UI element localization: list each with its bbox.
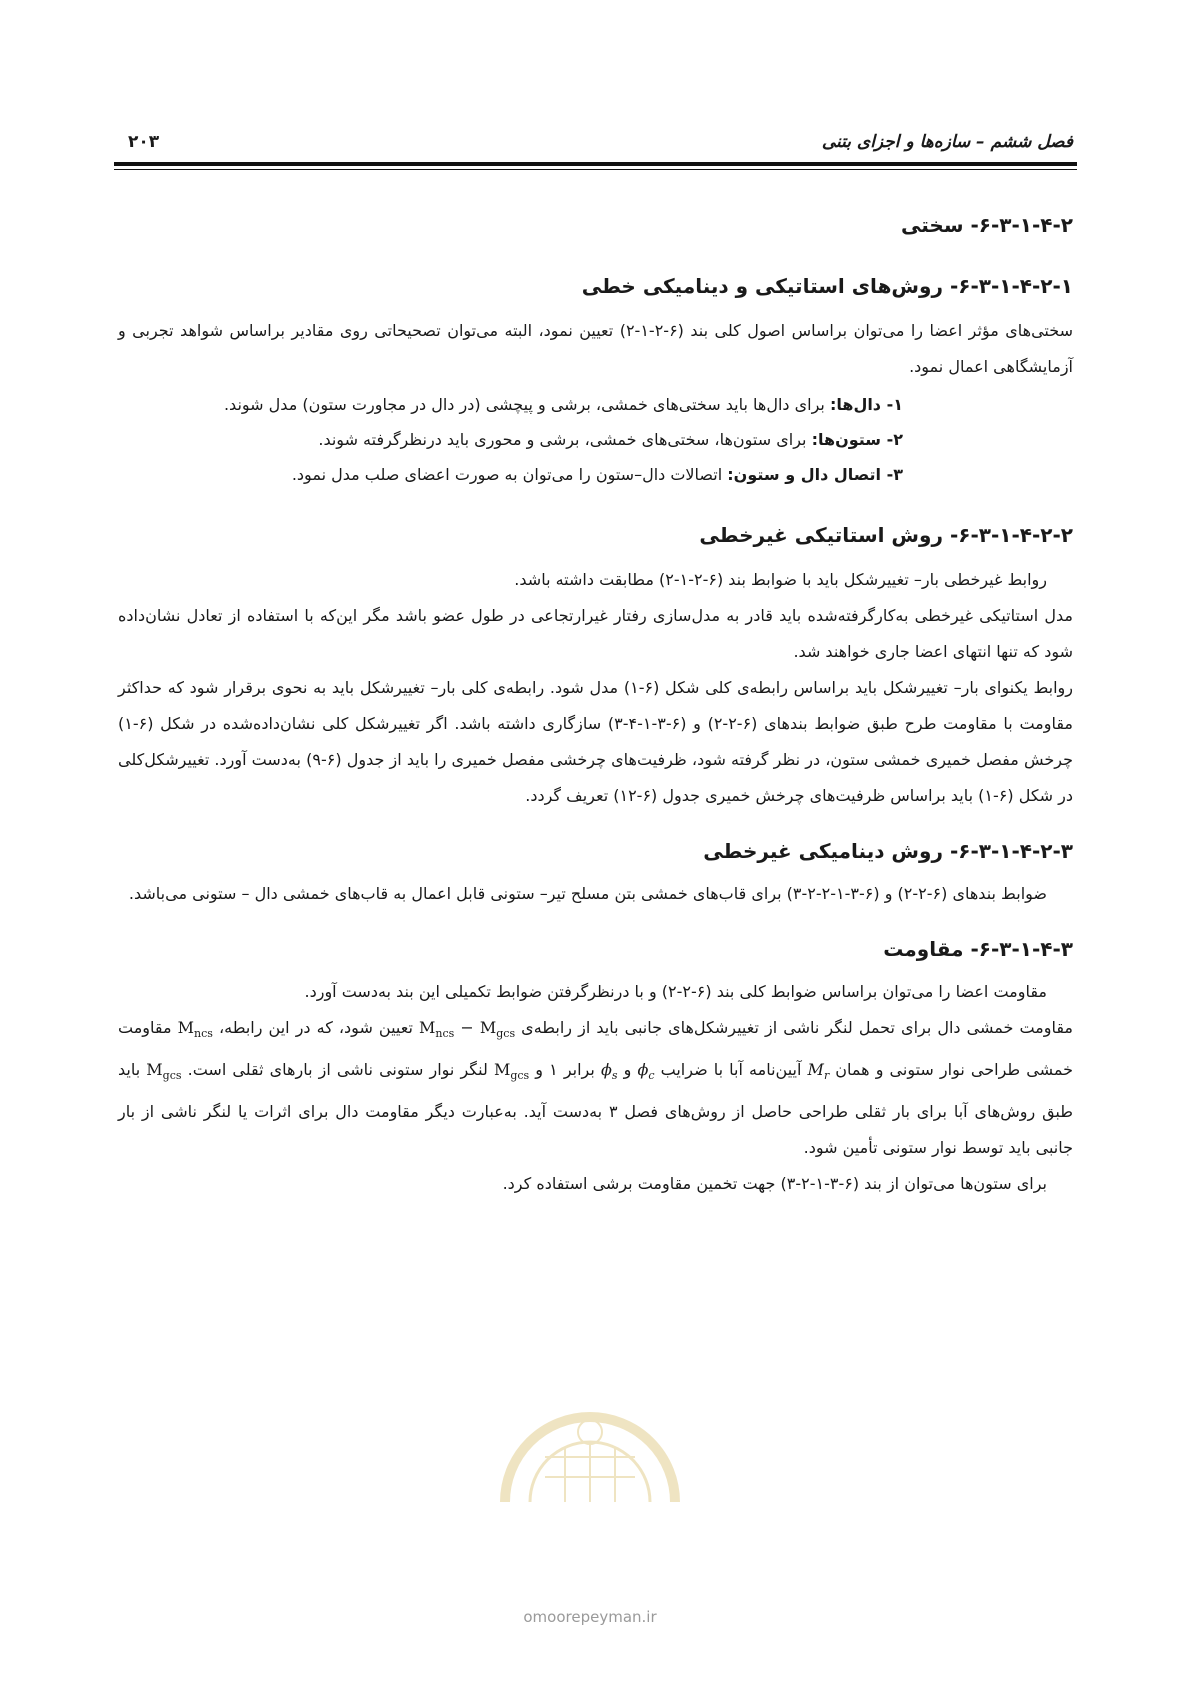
paragraph: سختی‌های مؤثر اعضا را می‌توان براساس اصول کلی بند (۶-۲-۱-۲) تعیین نمود، البته می‌توان تصحیحاتی روی مقادیر براساس شواهد تجربی و آزمایشگاهی اعمال نمود. <box>118 321 1073 376</box>
paragraph: ضوابط بندهای (۶-۲-۲) و (۶-۳-۱-۲-۲-۳) برای قاب‌های خمشی بتن مسلح تیر– ستونی قابل اعمال به قاب‌های خمشی دال – ستونی می‌باشد. <box>128 884 1047 903</box>
watermark-seal-icon <box>485 1352 695 1512</box>
list-item-label: ۱- دال‌ها: <box>829 395 903 414</box>
paragraph: روابط غیرخطی بار– تغییرشکل باید با ضوابط بند (۶-۲-۱-۲) مطابقت داشته باشد. <box>514 570 1047 589</box>
math-subscript: ncs <box>194 1027 213 1041</box>
text-run: باید طبق روش‌های آبا برای بار ثقلی طراحی حاصل از روش‌های فصل ۳ به‌دست آید. به‌عبارت دیگر مقاومت دال برای اثرات یا لنگر ناشی از بار جانبی باید توسط نوار ستونی تأمین شود. <box>118 1060 1073 1158</box>
paragraph: برای ستون‌ها می‌توان از بند (۶-۳-۱-۲-۳) جهت تخمین مقاومت برشی استفاده کرد. <box>502 1174 1047 1194</box>
math-symbol: ϕ <box>637 1060 649 1080</box>
list-item-label: ۲- ستون‌ها: <box>811 430 903 449</box>
text-run: برابر ۱ و <box>529 1060 601 1080</box>
math-subscript: s <box>611 1069 618 1083</box>
list-item <box>118 387 1073 422</box>
math-subscript: gcs <box>496 1027 516 1041</box>
watermark-site: omoorepeyman.ir <box>523 1608 657 1626</box>
formula-mncs <box>177 1018 213 1041</box>
paragraph-with-formula <box>118 1010 1073 1166</box>
math-subscript: ncs <box>435 1027 455 1041</box>
paragraph: روابط یکنوای بار– تغییرشکل باید براساس رابطه‌ی کلی شکل (۶-۱) مدل شود. رابطه‌ی کلی بار– تغییرشکل باید به نحوی برقرار شود که حداکثر مقاومت با مقاومت طرح طبق ضوابط بندهای (۶-۲-۲) و (۶-۳-۱-۴-۳) سازگاری داشته باشد. اگر تغییرشکل کلی نشان‌داده‌شده در شکل (۶-۱) چرخش مفصل خمیری خمشی ستون، در نظر گرفته شود، ظرفیت‌های چرخشی مفصل خمیری را باید از جدول (۶-۹) به‌دست آورد. تغییرشکل‌کلی در شکل (۶-۱) باید براساس ظرفیت‌های چرخش خمیری جدول (۶-۱۲) تعریف گردد. <box>118 678 1074 805</box>
math-symbol: M <box>146 1060 163 1080</box>
section-heading-strength: ۶-۳-۱-۴-۳- مقاومت <box>883 937 1073 961</box>
formula-phi-s <box>600 1060 618 1083</box>
formula-mgcs <box>493 1060 530 1083</box>
section-heading-nonlinear-static: ۶-۳-۱-۴-۲-۲- روش استاتیکی غیرخطی <box>699 523 1073 547</box>
math-symbol: ϕ <box>600 1060 612 1080</box>
text-run: مقاومت خمشی طراحی نوار ستونی و همان <box>118 1018 1074 1080</box>
page-number: ۲۰۳ <box>128 132 160 152</box>
math-subscript: gcs <box>162 1069 182 1083</box>
list-item-text: اتصالات دال–ستون را می‌توان به صورت اعضای صلب مدل نمود. <box>291 465 728 484</box>
math-symbol: M <box>479 1018 497 1037</box>
list-item-text: برای ستون‌ها، سختی‌های خمشی، برشی و محوری باید درنظرگرفته شوند. <box>318 430 812 449</box>
running-header <box>118 128 1073 162</box>
math-symbol: M <box>419 1018 436 1037</box>
text-run: مقاومت خمشی دال برای تحمل لنگر ناشی از تغییرشکل‌های جانبی باید از رابطه‌ی <box>515 1018 1074 1037</box>
chapter-title: فصل ششم – سازه‌ها و اجزای بتنی <box>821 132 1073 152</box>
section-heading-stiffness: ۶-۳-۱-۴-۲- سختی <box>901 213 1073 237</box>
list-item-label: ۳- اتصال دال و ستون: <box>727 465 903 484</box>
math-symbol: M <box>177 1018 195 1037</box>
math-operator: − <box>454 1018 480 1037</box>
header-rule-thick <box>114 162 1077 166</box>
math-subscript: gcs <box>510 1069 530 1083</box>
paragraph: مدل استاتیکی غیرخطی به‌کارگرفته‌شده باید قادر به مدل‌سازی رفتار غیرارتجاعی در طول عضو باشد مگر این‌که با استفاده از تعادل نشان‌داده شود که تنها انتهای اعضا جاری خواهند شد. <box>118 606 1073 661</box>
math-subscript: c <box>648 1069 655 1083</box>
body-content <box>118 210 1073 1202</box>
math-subscript: r <box>823 1069 830 1083</box>
list-item <box>118 422 1073 457</box>
paragraph: مقاومت اعضا را می‌توان براساس ضوابط کلی بند (۶-۲-۲) و با درنظرگرفتن ضوابط تکمیلی این بند به‌دست آورد. <box>304 982 1047 1001</box>
text-run: تعیین شود، که در این رابطه، <box>212 1018 420 1037</box>
text-run: آیین‌نامه آبا با ضرایب <box>654 1060 808 1080</box>
list-item-text: برای دال‌ها باید سختی‌های خمشی، برشی و پیچشی (در دال در مجاورت ستون) مدل شوند. <box>223 395 830 414</box>
section-heading-nonlinear-dynamic: ۶-۳-۱-۴-۲-۳- روش دینامیکی غیرخطی <box>703 839 1073 863</box>
math-symbol: M <box>493 1060 511 1080</box>
text-run: و <box>617 1060 638 1080</box>
list-item <box>118 457 1073 492</box>
formula-mgcs <box>146 1060 182 1083</box>
formula-mr <box>807 1060 830 1083</box>
text-run: لنگر نوار ستونی ناشی از بارهای ثقلی است. <box>181 1060 494 1080</box>
formula-phi-c <box>637 1060 655 1083</box>
formula-mncs-minus-mgcs <box>419 1018 516 1041</box>
math-symbol: M <box>807 1060 824 1080</box>
header-rule-thin <box>114 169 1077 170</box>
section-heading-linear-methods: ۶-۳-۱-۴-۲-۱- روش‌های استاتیکی و دینامیکی خطی <box>581 274 1073 298</box>
